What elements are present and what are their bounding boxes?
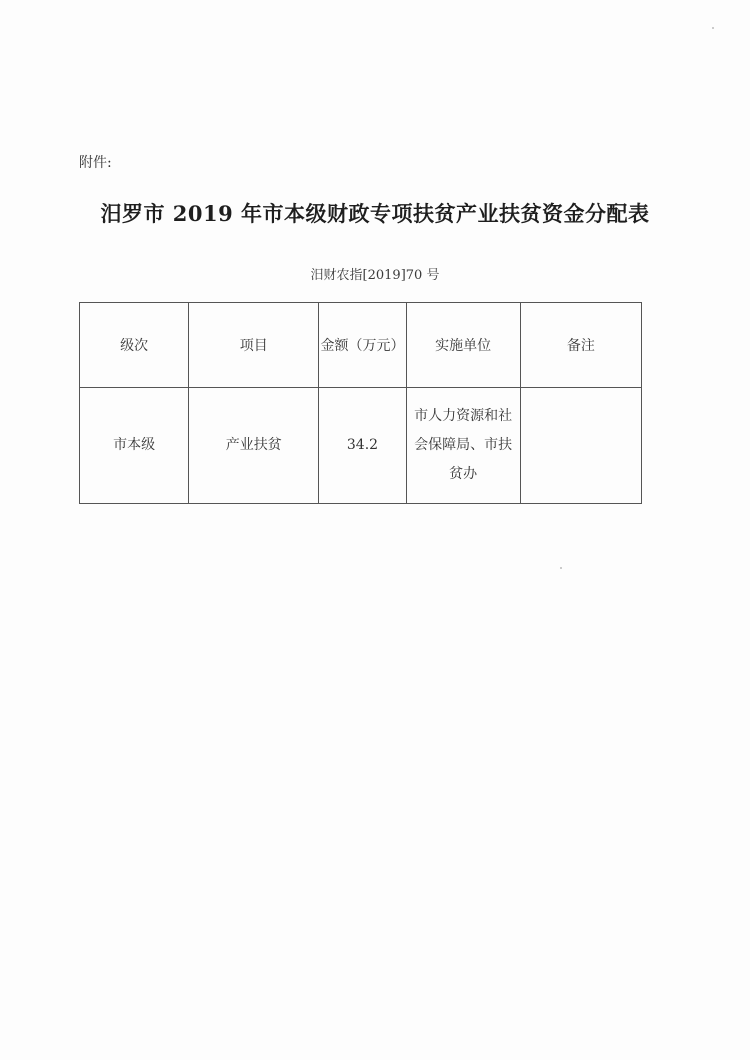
scan-speck (712, 27, 714, 29)
attachment-label: 附件: (79, 155, 112, 171)
header-level: 级次 (80, 303, 189, 388)
cell-unit (406, 388, 520, 504)
table-row (80, 388, 642, 504)
table-header-row (80, 303, 642, 388)
header-unit: 实施单位 (406, 303, 520, 388)
cell-level: 市本级 (80, 388, 189, 504)
header-amount: 金额（万元） (319, 303, 406, 388)
cell-project: 产业扶贫 (189, 388, 319, 504)
allocation-table (79, 302, 642, 504)
cell-remark (520, 388, 641, 504)
cell-unit-text: 市人力资源和社会保障局、市扶贫办 (414, 408, 513, 482)
header-remark: 备注 (520, 303, 641, 388)
scan-speck (560, 567, 562, 569)
cell-amount: 34.2 (319, 388, 406, 504)
document-number: 汨财农指[2019]70 号 (310, 268, 440, 283)
header-project: 项目 (189, 303, 319, 388)
document-title: 汨罗市 2019 年市本级财政专项扶贫产业扶贫资金分配表 (100, 201, 650, 226)
